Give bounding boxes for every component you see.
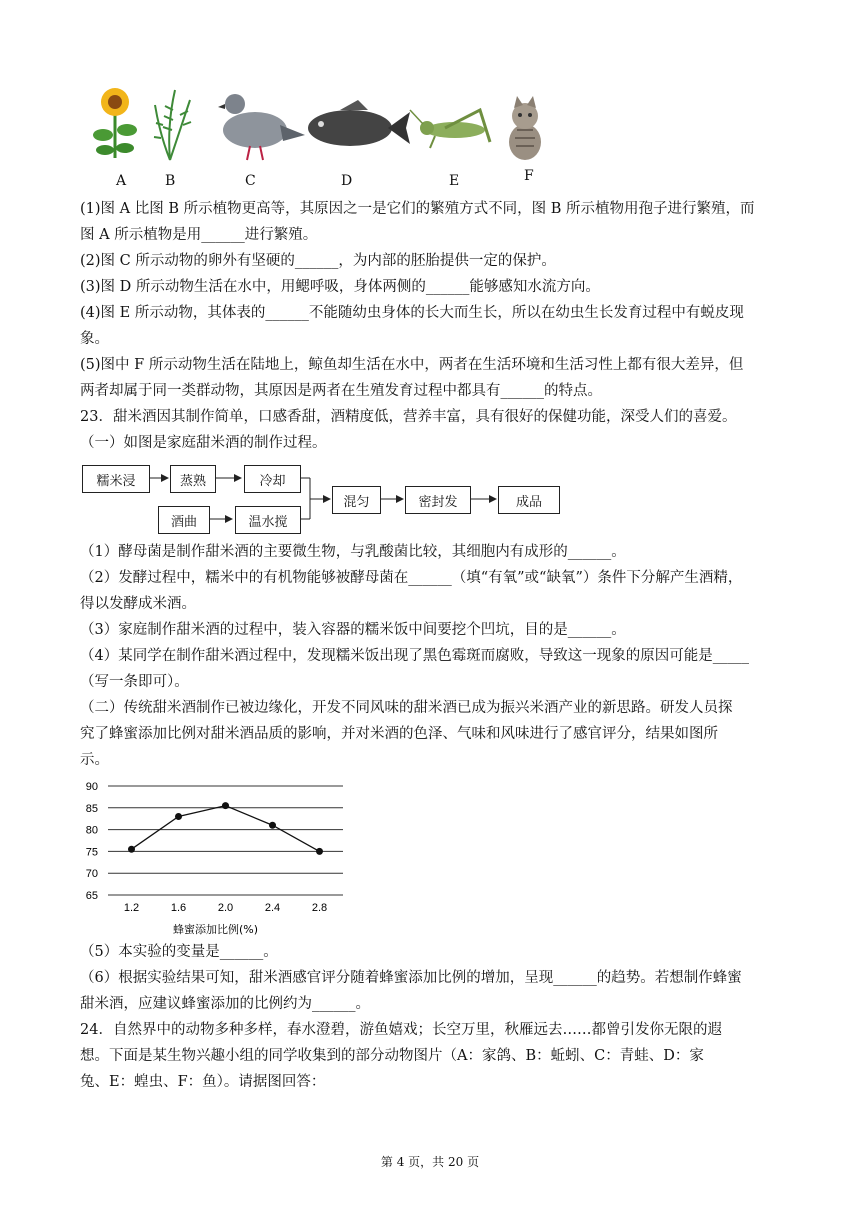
data-point (316, 848, 323, 855)
x-tick-label: 2.0 (217, 902, 234, 914)
flow-arrows (0, 0, 860, 540)
flow-step-soak: 糯米浸 (82, 465, 150, 493)
y-tick-label: 85 (85, 802, 98, 815)
organism-label-e: E (449, 173, 460, 189)
y-tick-label: 75 (85, 846, 98, 859)
q22-line: (5)图中 F 所示动物生活在陆地上，鲸鱼却生活在水中，两者在生活环境和生活习性上都有很大差异，但 (80, 357, 744, 373)
flow-step-yeast: 酒曲 (158, 506, 210, 534)
x-tick-label: 2.4 (264, 902, 281, 914)
flow-step-steam: 蒸熟 (170, 465, 216, 493)
chart-svg (78, 778, 358, 938)
flow-step-seal: 密封发 (405, 486, 471, 514)
data-point (175, 813, 182, 820)
x-tick-label: 1.6 (170, 902, 187, 914)
page-footer: 第 4 页，共 20 页 (380, 1155, 480, 1169)
flow-step-mix: 混匀 (332, 486, 381, 514)
q23-question: 得以发酵成米酒。 (80, 596, 196, 612)
flow-step-cool: 冷却 (244, 465, 301, 493)
q23-intro: 23．甜米酒因其制作简单，口感香甜，酒精度低，营养丰富，具有很好的保健功能，深受人们的喜爱。 (80, 409, 737, 425)
q22-line: (1)图 A 比图 B 所示植物更高等，其原因之一是它们的繁殖方式不同，图 B 所示植物用孢子进行繁殖，而 (80, 201, 755, 217)
q23-question: （写一条即可）。 (80, 674, 189, 690)
q23-question: （4）某同学在制作甜米酒过程中，发现糯米饭出现了黑色霉斑而腐败，导致这一现象的原因可能是_____ (80, 648, 749, 664)
flow-step-warm: 温水搅 (235, 506, 301, 534)
q23-question: 甜米酒，应建议蜂蜜添加的比例约为______。 (80, 996, 370, 1012)
organism-label-f: F (524, 168, 534, 184)
flow-step-product: 成品 (498, 486, 560, 514)
q22-line: (2)图 C 所示动物的卵外有坚硬的______，为内部的胚胎提供一定的保护。 (80, 253, 556, 269)
data-point (269, 822, 276, 829)
x-tick-label: 1.2 (123, 902, 140, 914)
y-tick-label: 80 (85, 824, 98, 837)
x-axis-label: 蜂蜜添加比例(%) (172, 923, 259, 936)
q23-question: （5）本实验的变量是______。 (80, 944, 278, 960)
q23-question: 示。 (80, 752, 109, 768)
q22-line: 图 A 所示植物是用______进行繁殖。 (80, 227, 318, 243)
y-tick-label: 90 (85, 781, 98, 793)
y-tick-label: 65 (85, 890, 98, 902)
q24-line: 想。下面是某生物兴趣小组的同学收集到的部分动物图片（A：家鸽、B：蚯蚓、C：青蛙、D：家 (80, 1048, 704, 1064)
organism-label-c: C (245, 173, 256, 189)
data-point (128, 846, 135, 853)
q23-question: （6）根据实验结果可知，甜米酒感官评分随着蜂蜜添加比例的增加，呈现______的趋势。若想制作蜂蜜 (80, 970, 742, 986)
organism-label-a: A (116, 173, 127, 189)
organism-label-d: D (341, 173, 353, 189)
q22-line: 两者却属于同一类群动物，其原因是两者在生殖发育过程中都具有______的特点。 (80, 383, 602, 399)
q24-line: 兔、E：蝗虫、F：鱼）。请据图回答： (80, 1074, 326, 1090)
x-tick-label: 2.8 (311, 902, 328, 914)
q22-line: 象。 (80, 331, 109, 347)
q23-question: 究了蜂蜜添加比例对甜米酒品质的影响，并对米酒的色泽、气味和风味进行了感官评分，结果如图所 (80, 726, 718, 742)
q23-question: （2）发酵过程中，糯米中的有机物能够被酵母菌在______（填“有氧”或“缺氧”）条件下分解产生酒精， (80, 570, 743, 586)
q23-question: （二）传统甜米酒制作已被边缘化，开发不同风味的甜米酒已成为振兴米酒产业的新思路。研发人员探 (80, 700, 733, 716)
q23-part1: （一）如图是家庭甜米酒的制作过程。 (80, 435, 327, 451)
q22-line: (4)图 E 所示动物，其体表的______不能随幼虫身体的长大而生长，所以在幼虫生长发育过程中有蜕皮现 (80, 305, 744, 321)
honey-ratio-chart (78, 778, 358, 938)
organism-label-b: B (165, 173, 176, 189)
q24-line: 24．自然界中的动物多种多样，春水澄碧，游鱼嬉戏；长空万里，秋雁远去……都曾引发你无限的遐 (80, 1022, 722, 1038)
q22-line: (3)图 D 所示动物生活在水中，用鳃呼吸，身体两侧的______能够感知水流方向。 (80, 279, 600, 295)
data-point (222, 802, 229, 809)
q23-question: （3）家庭制作甜米酒的过程中，装入容器的糯米饭中间要挖个凹坑，目的是______。 (80, 622, 626, 638)
q23-question: （1）酵母菌是制作甜米酒的主要微生物，与乳酸菌比较，其细胞内有成形的______。 (80, 544, 626, 560)
series-line (132, 806, 320, 852)
y-tick-label: 70 (85, 868, 98, 881)
